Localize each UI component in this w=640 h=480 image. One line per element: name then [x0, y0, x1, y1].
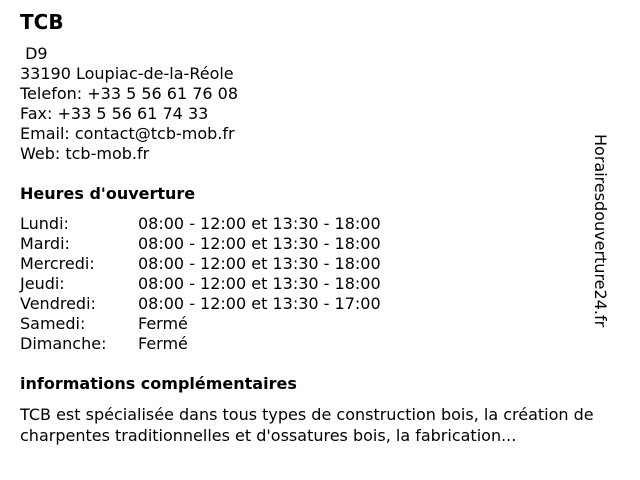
fax-line: Fax: +33 5 56 61 74 33 — [20, 104, 209, 123]
email-line: Email: contact@tcb-mob.fr — [20, 124, 235, 143]
hours-day: Mardi: — [20, 234, 70, 253]
watermark — [591, 134, 636, 374]
address-line-city: 33190 Loupiac-de-la-Réole — [20, 64, 234, 83]
hours-day: Dimanche: — [20, 334, 107, 353]
opening-hours-heading: Heures d'ouverture — [20, 184, 196, 203]
contact-block — [20, 44, 238, 164]
hours-day: Vendredi: — [20, 294, 96, 313]
hours-day: Samedi: — [20, 314, 86, 333]
hours-time: 08:00 - 12:00 et 13:30 - 18:00 — [138, 214, 381, 233]
hours-day: Lundi: — [20, 214, 69, 233]
hours-time: 08:00 - 12:00 et 13:30 - 17:00 — [138, 294, 381, 313]
business-name: TCB — [20, 10, 64, 34]
additional-info-heading: informations complémentaires — [20, 374, 297, 393]
hours-time: Fermé — [138, 334, 188, 353]
web-line: Web: tcb-mob.fr — [20, 144, 150, 163]
hours-time: 08:00 - 12:00 et 13:30 - 18:00 — [138, 234, 381, 253]
hours-day: Jeudi: — [20, 274, 65, 293]
hours-time: 08:00 - 12:00 et 13:30 - 18:00 — [138, 274, 381, 293]
phone-line: Telefon: +33 5 56 61 76 08 — [20, 84, 239, 103]
hours-time: 08:00 - 12:00 et 13:30 - 18:00 — [138, 254, 381, 273]
address-line-street: D9 — [20, 44, 48, 63]
watermark-text: Horairesdouverture24.fr — [591, 134, 610, 328]
hours-time: Fermé — [138, 314, 188, 333]
hours-day: Mercredi: — [20, 254, 95, 273]
business-description: TCB est spécialisée dans tous types de construction bois, la création de charpentes traditionnelles et d'ossatures bois, la fabrication... — [20, 405, 594, 445]
